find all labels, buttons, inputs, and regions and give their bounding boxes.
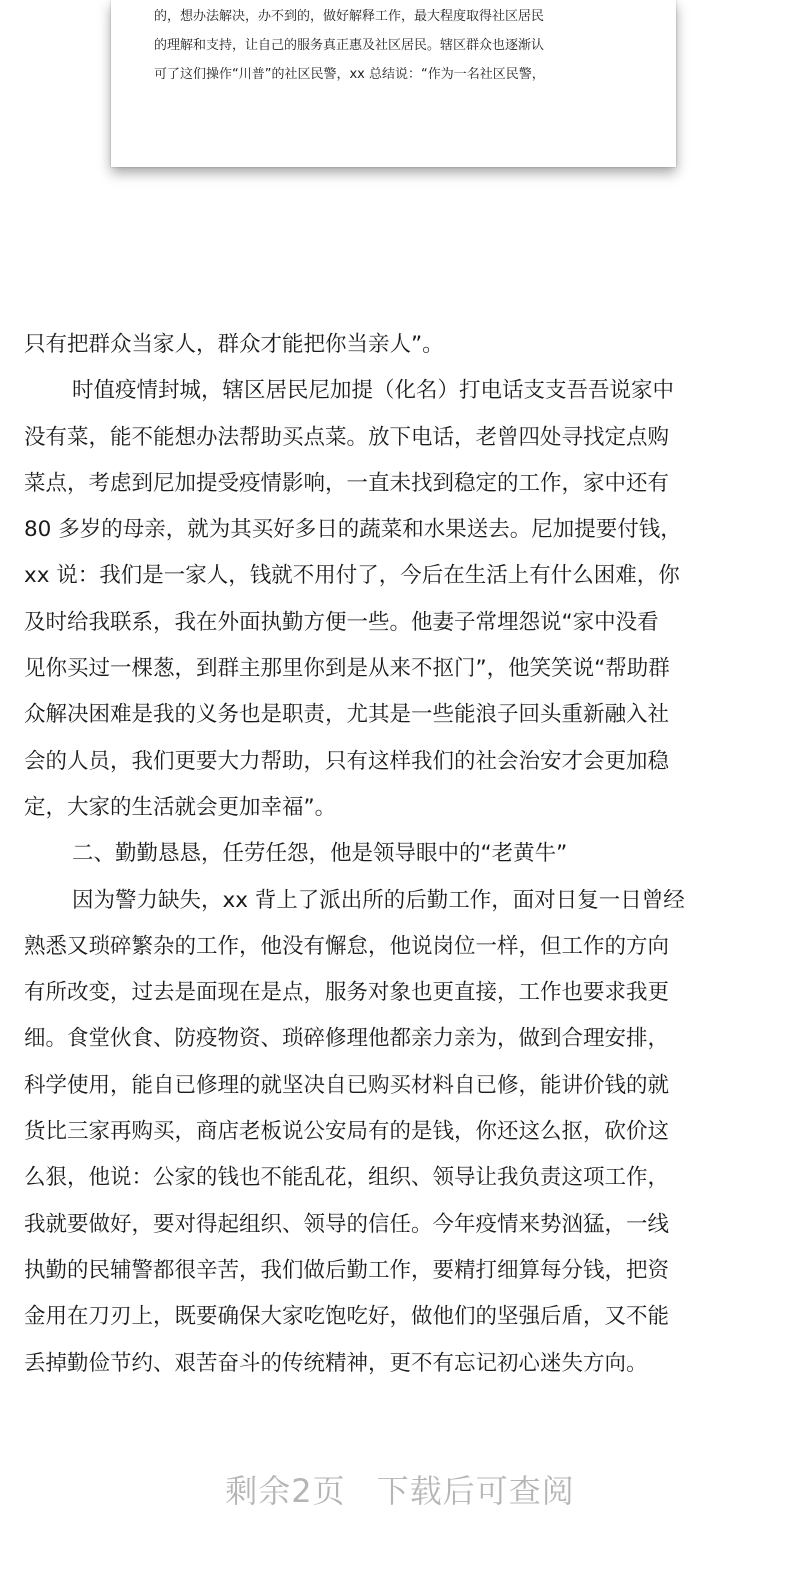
download-hint-label[interactable]: 下载后可查阅 xyxy=(376,1472,575,1510)
previous-page-preview xyxy=(111,0,676,167)
text-line: 会的人员，我们更要大力帮助，只有这样我们的社会治安才会更加稳 xyxy=(24,748,670,774)
text-line: 丢掉勤俭节约、艰苦奋斗的传统精神，更不有忘记初心迷失方向。 xyxy=(24,1350,648,1376)
text-line: 科学使用，能自已修理的就坚决自已购买材料自已修，能讲价钱的就 xyxy=(24,1072,670,1098)
text-line: 没有菜，能不能想办法帮助买点菜。放下电话，老曾四处寻找定点购 xyxy=(24,424,670,450)
text-line: 金用在刀刃上，既要确保大家吃饱吃好，做他们的坚强后盾，又不能 xyxy=(24,1304,670,1330)
download-footer[interactable] xyxy=(0,1466,800,1512)
text-line: 定，大家的生活就会更加幸福”。 xyxy=(24,794,337,820)
text-line: xx 说：我们是一家人，钱就不用付了，今后在生活上有什么困难，你 xyxy=(24,563,680,589)
text-line: 执勤的民辅警都很辛苦，我们做后勤工作，要精打细算每分钱，把资 xyxy=(24,1257,670,1283)
text-line: 时值疫情封城，辖区居民尼加提（化名）打电话支支吾吾说家中 xyxy=(72,378,675,404)
remaining-pages-label[interactable]: 剩余2页 xyxy=(225,1472,346,1510)
text-line: 二、勤勤恳恳，任劳任怨，他是领导眼中的“老黄牛” xyxy=(72,841,568,867)
text-line: 80 多岁的母亲，就为其买好多日的蔬菜和水果送去。尼加提要付钱， xyxy=(24,517,682,543)
text-line: 只有把群众当家人，群众才能把你当亲人”。 xyxy=(24,332,444,357)
text-line: 众解决困难是我的义务也是职责，尤其是一些能浪子回头重新融入社 xyxy=(24,702,670,728)
text-line: 货比三家再购买，商店老板说公安局有的是钱，你还这么抠，砍价这 xyxy=(24,1119,670,1145)
text-line: 有所改变，过去是面现在是点，服务对象也更直接，工作也要求我更 xyxy=(24,980,670,1006)
text-line: 细。食堂伙食、防疫物资、琐碎修理他都亲力亲为，做到合理安排， xyxy=(24,1026,670,1052)
text-line: 我就要做好，要对得起组织、领导的信任。今年疫情来势汹猛，一线 xyxy=(24,1211,670,1237)
preview-line: 的理解和支持，让自己的服务真正惠及社区居民。辖区群众也逐渐认 xyxy=(154,38,545,53)
document-body xyxy=(24,322,776,1387)
text-line: 因为警力缺失，xx 背上了派出所的后勤工作，面对日复一日曾经 xyxy=(72,887,685,913)
text-line: 菜点，考虑到尼加提受疫情影响，一直未找到稳定的工作，家中还有 xyxy=(24,470,670,496)
text-line: 么狠，他说：公家的钱也不能乱花，组织、领导让我负责这项工作， xyxy=(24,1165,670,1191)
preview-line: 的，想办法解决，办不到的，做好解释工作，最大程度取得社区居民 xyxy=(154,9,545,24)
preview-line: 可了这们操作“川普”的社区民警，xx 总结说：“作为一名社区民警， xyxy=(154,67,545,82)
text-line: 及时给我联系，我在外面执勤方便一些。他妻子常埋怨说“家中没看 xyxy=(24,609,659,635)
preview-text xyxy=(154,2,644,89)
text-line: 熟悉又琐碎繁杂的工作，他没有懈怠，他说岗位一样，但工作的方向 xyxy=(24,933,670,959)
text-line: 见你买过一棵葱，到群主那里你到是从来不抠门”，他笑笑说“帮助群 xyxy=(24,656,670,682)
